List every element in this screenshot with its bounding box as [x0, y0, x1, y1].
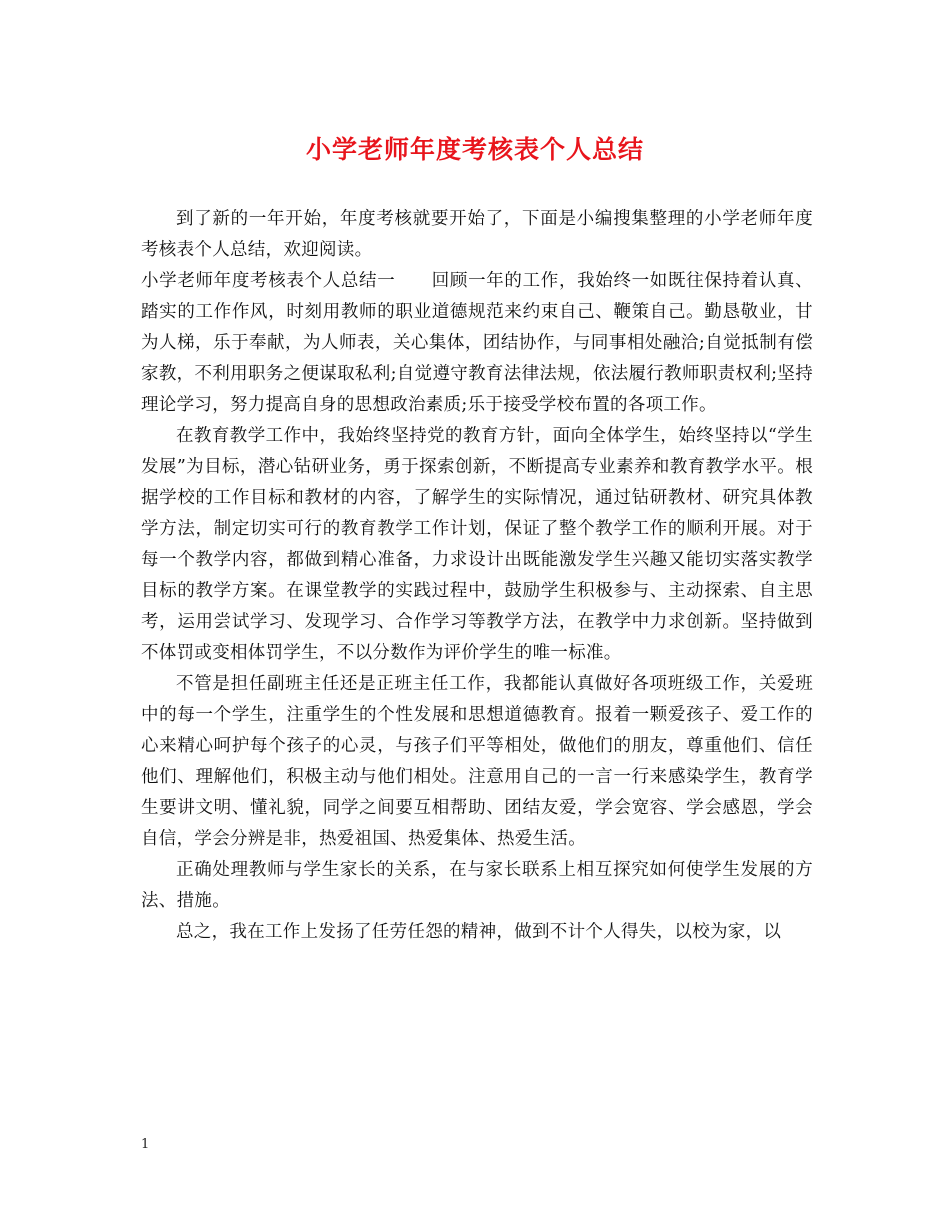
page-number: 1: [141, 1137, 150, 1152]
paragraph-parents: 正确处理教师与学生家长的关系，在与家长联系上相互探究如何使学生发展的方法、措施。: [141, 860, 813, 911]
paragraph-conclusion: 总之，我在工作上发扬了任劳任怨的精神，做到不计个人得失，以校为家，以: [176, 922, 782, 942]
paragraph-teaching: 在教育教学工作中，我始终坚持党的教育方针，面向全体学生，始终坚持以“学生发展”为目标，潜心钻研业务，勇于探索创新，不断提高专业素养和教育教学水平。根据学校的工作目标和教材的内容，了解学生的实际情况，通过钻研教材、研究具体教学方法，制定切实可行的教育教学工作计划，保证了整个教学工作的顺利开展。对于每一个教学内容，都做到精心准备，力求设计出既能激发学生兴趣又能切实落实教学目标的教学方案。在课堂教学的实践过程中，鼓励学生积极参与、主动探索、自主思考，运用尝试学习、发现学习、合作学习等教学方法，在教学中力求创新。坚持做到不体罚或变相体罚学生，不以分数作为评价学生的唯一标准。: [141, 426, 813, 663]
paragraph-intro: 到了新的一年开始，年度考核就要开始了，下面是小编搜集整理的小学老师年度考核表个人总结，欢迎阅读。: [141, 209, 813, 260]
paragraph-summary-one: 小学老师年度考核表个人总结一 回顾一年的工作，我始终一如既往保持着认真、踏实的工作作风，时刻用教师的职业道德规范来约束自己、鞭策自己。勤恳敬业，甘为人梯，乐于奉献，为人师表，关心集体，团结协作，与同事相处融洽;自觉抵制有偿家教，不利用职务之便谋取私利;自觉遵守教育法律法规，依法履行教师职责权利;坚持理论学习，努力提高自身的思想政治素质;乐于接受学校布置的各项工作。: [141, 271, 813, 415]
paragraph-class-management: 不管是担任副班主任还是正班主任工作，我都能认真做好各项班级工作，关爱班中的每一个学生，注重学生的个性发展和思想道德教育。报着一颗爱孩子、爱工作的心来精心呵护每个孩子的心灵，与孩子们平等相处，做他们的朋友，尊重他们、信任他们、理解他们，积极主动与他们相处。注意用自己的一言一行来感染学生，教育学生要讲文明、懂礼貌，同学之间要互相帮助、团结友爱，学会宽容、学会感恩，学会自信，学会分辨是非，热爱祖国、热爱集体、热爱生活。: [141, 674, 813, 849]
document-body: [141, 204, 813, 948]
document-title: 小学老师年度考核表个人总结: [305, 135, 644, 164]
